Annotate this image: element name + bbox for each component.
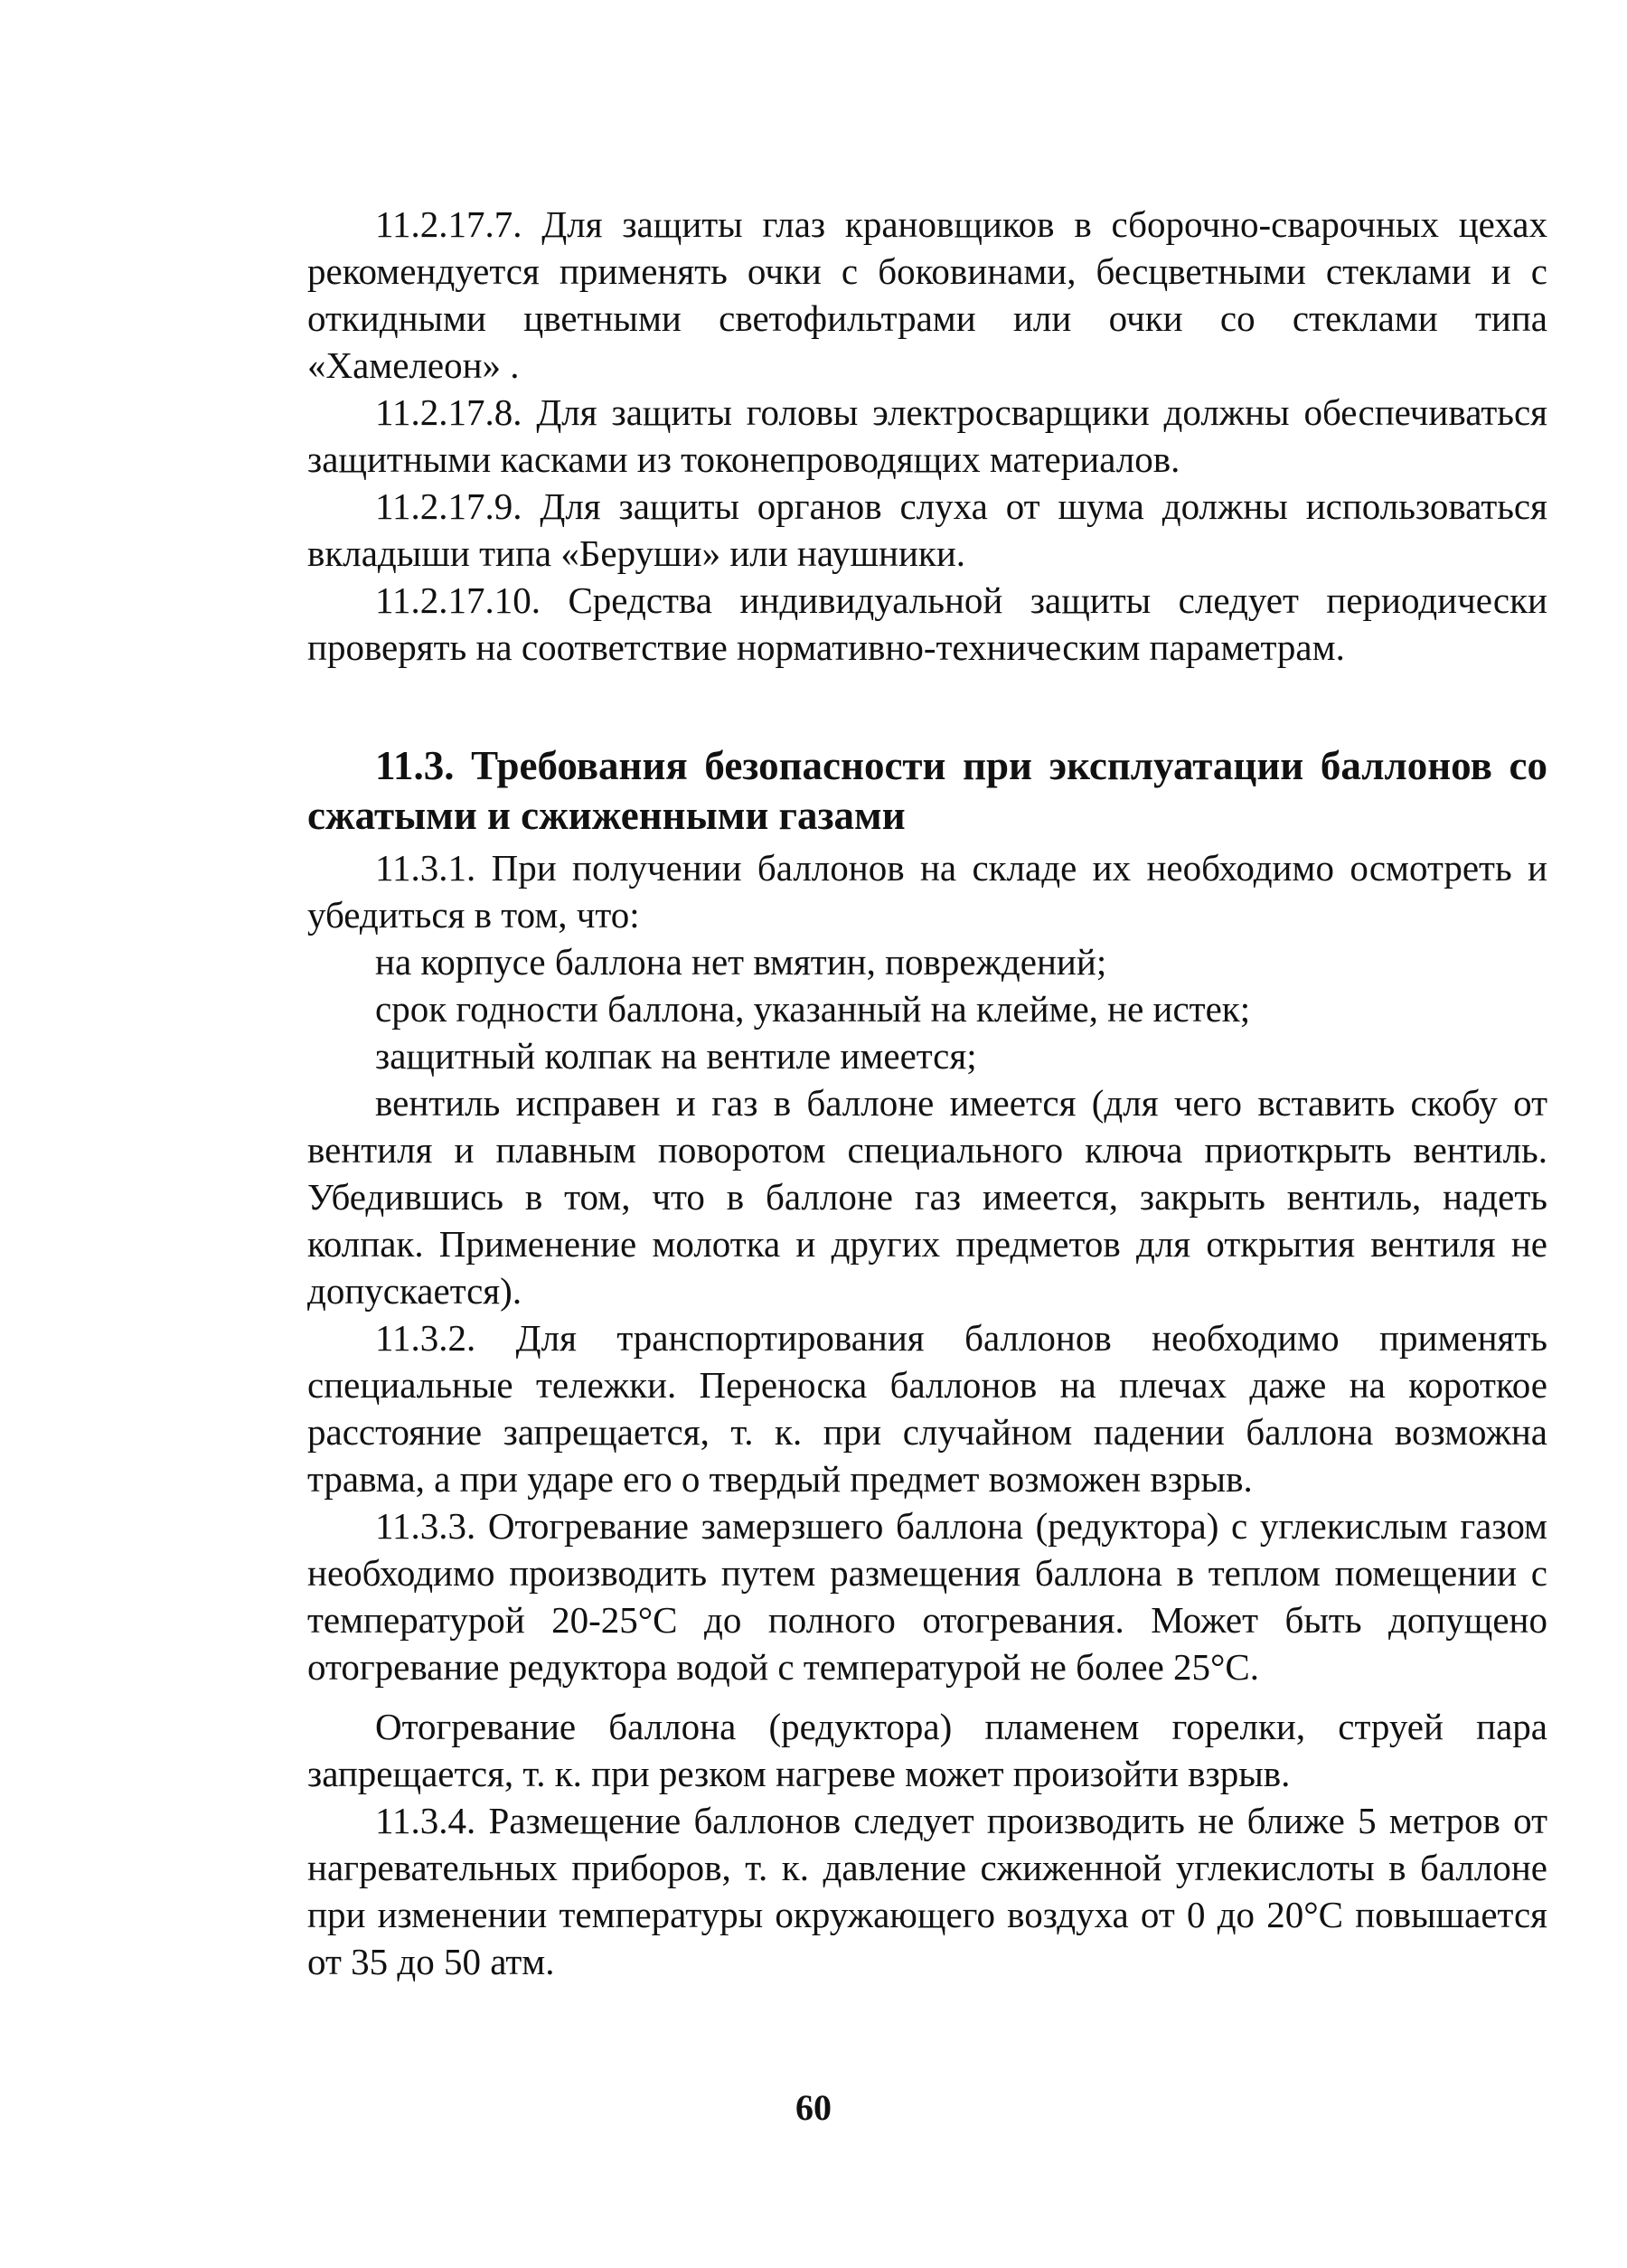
paragraph-11-2-17-10: 11.2.17.10. Средства индивидуальной защиты следует периодически проверять на соответствие нормативно-техническим параметрам. [307,579,1547,668]
paragraph-11-3-3: 11.3.3. Отогревание замерзшего баллона (редуктора) с углекислым газом необходимо производить путем размещения баллона в теплом помещении с температурой 20-25°С до полного отогревания. Может быть допущено отогревание редуктора водой с температурой не более 25°С. [307,1505,1547,1688]
list-item-dents: на корпусе баллона нет вмятин, повреждений; [375,941,1107,983]
paragraph-11-3-1: 11.3.1. При получении баллонов на складе их необходимо осмотреть и убедиться в том, что: [307,847,1547,936]
list-item-cap: защитный колпак на вентиле имеется; [375,1035,977,1077]
paragraph-heating-prohibited: Отогревание баллона (редуктора) пламенем горелки, струей пара запрещается, т. к. при резком нагреве может произойти взрыв. [307,1706,1547,1794]
paragraph-11-3-2: 11.3.2. Для транспортирования баллонов необходимо применять специальные тележки. Переноска баллонов на плечах даже на короткое расстояние запрещается, т. к. при случайном падении баллона возможна травма, а при ударе его о твердый предмет возможен взрыв. [307,1317,1547,1500]
paragraph-11-2-17-9: 11.2.17.9. Для защиты органов слуха от шума должны использоваться вкладыши типа «Беруши» или наушники. [307,485,1547,574]
page-body [307,201,1547,1985]
paragraph-11-2-17-8: 11.2.17.8. Для защиты головы электросварщики должны обеспечиваться защитными касками из токонепроводящих материалов. [307,391,1547,480]
page-number: 60 [795,2087,832,2128]
paragraph-11-2-17-7: 11.2.17.7. Для защиты глаз крановщиков в сборочно-сварочных цехах рекомендуется применять очки с боковинами, бесцветными стеклами и с откидными цветными светофильтрами или очки со стеклами типа «Хамелеон» . [307,203,1547,386]
paragraph-11-3-4: 11.3.4. Размещение баллонов следует производить не ближе 5 метров от нагревательных приборов, т. к. давление сжиженной углекислоты в баллоне при изменении температуры окружающего воздуха от 0 до 20°С повышается от 35 до 50 атм. [307,1800,1547,1982]
list-item-valve: вентиль исправен и газ в баллоне имеется (для чего вставить скобу от вентиля и плавным поворотом специального ключа приоткрыть вентиль. Убедившись в том, что в баллоне газ имеется, закрыть вентиль, надеть колпак. Применение молотка и других предметов для открытия вентиля не допускается). [307,1082,1547,1312]
list-item-expiry: срок годности баллона, указанный на клейме, не истек; [375,988,1251,1030]
section-heading-11-3: 11.3. Требования безопасности при эксплуатации баллонов со сжатыми и сжиженными газами [307,743,1547,838]
